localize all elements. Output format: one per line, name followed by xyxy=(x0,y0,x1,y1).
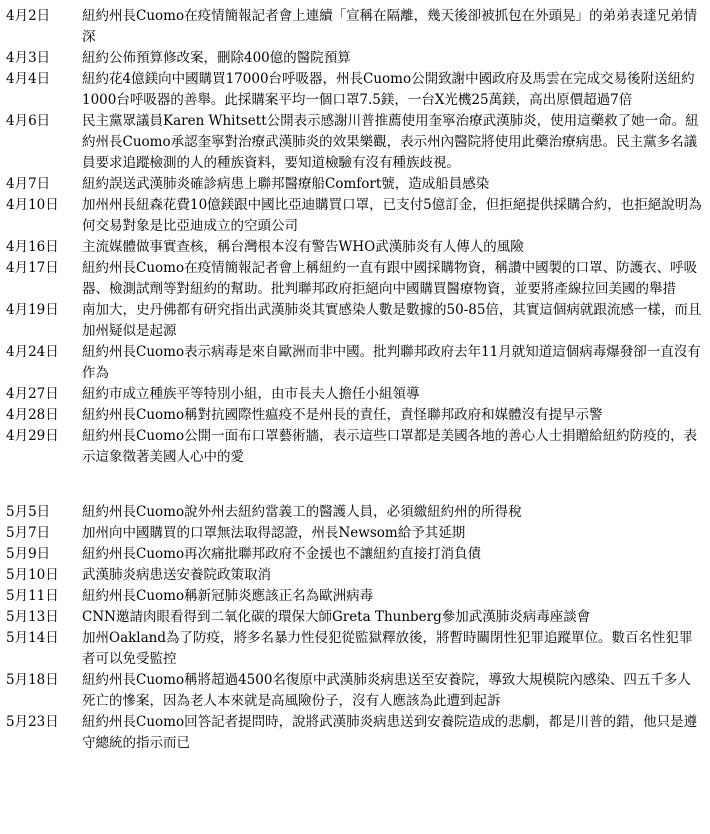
timeline-entry xyxy=(6,426,702,468)
entry-text: 紐約誤送武漢肺炎確診病患上聯邦醫療船Comfort號，造成船員感染 xyxy=(82,176,490,192)
entry-date: 4月19日 xyxy=(6,302,59,318)
entry-text: CNN邀請肉眼看得到二氧化碳的環保大師Greta Thunberg參加武漢肺炎病毒座談會 xyxy=(82,609,591,625)
entry-date: 4月6日 xyxy=(6,113,51,129)
entry-date: 4月7日 xyxy=(6,176,51,192)
entry-date: 5月18日 xyxy=(6,672,59,688)
entry-text: 加州向中國購買的口罩無法取得認證，州長Newsom給予其延期 xyxy=(82,525,466,541)
timeline-entry xyxy=(6,48,702,69)
timeline-entry xyxy=(6,384,702,405)
timeline-entry xyxy=(6,523,702,544)
entry-text: 紐約州長Cuomo再次痛批聯邦政府不金援也不讓紐約直接打消負債 xyxy=(82,546,482,562)
entry-text: 紐約州長Cuomo在疫情簡報記者會上連續「宣稱在隔離，幾天後卻被抓包在外頭晃」的弟弟表達兄弟情深 xyxy=(82,8,698,45)
timeline-section-april xyxy=(6,6,702,468)
entry-text: 紐約公佈預算修改案，刪除400億的醫院預算 xyxy=(82,50,351,66)
entry-date: 4月16日 xyxy=(6,239,59,255)
entry-text: 紐約州長Cuomo說外州去紐約當義工的醫護人員，必須繳紐約州的所得稅 xyxy=(82,504,522,520)
entry-date: 5月23日 xyxy=(6,714,59,730)
entry-text: 紐約州長Cuomo稱對抗國際性瘟疫不是州長的責任，責怪聯邦政府和媒體沒有提早示警 xyxy=(82,407,603,423)
entry-text: 紐約州長Cuomo稱新冠肺炎應該正名為歐洲病毒 xyxy=(82,588,374,604)
entry-date: 4月27日 xyxy=(6,386,59,402)
entry-date: 5月5日 xyxy=(6,504,51,520)
entry-date: 5月13日 xyxy=(6,609,59,625)
timeline-entry xyxy=(6,195,702,237)
timeline-entry xyxy=(6,628,702,670)
entry-date: 4月29日 xyxy=(6,428,59,444)
timeline-entry xyxy=(6,111,702,174)
entry-date: 4月3日 xyxy=(6,50,51,66)
timeline-entry xyxy=(6,670,702,712)
section-gap xyxy=(6,468,702,502)
timeline-entry xyxy=(6,712,702,754)
timeline-entry xyxy=(6,405,702,426)
timeline-entry xyxy=(6,237,702,258)
entry-date: 4月4日 xyxy=(6,71,51,87)
entry-text: 主流媒體做事實查核，稱台灣根本沒有警告WHO武漢肺炎有人傳人的風險 xyxy=(82,239,524,255)
entry-date: 4月24日 xyxy=(6,344,59,360)
timeline-entry xyxy=(6,607,702,628)
entry-text: 紐約州長Cuomo回答記者提問時，說將武漢肺炎病患送到安養院造成的悲劇，都是川普的錯，他只是遵守總統的指示而已 xyxy=(82,714,698,751)
timeline-entry xyxy=(6,258,702,300)
entry-text: 武漢肺炎病患送安養院政策取消 xyxy=(82,567,271,583)
timeline-entry xyxy=(6,300,702,342)
entry-text: 紐約州長Cuomo表示病毒是來自歐洲而非中國。批判聯邦政府去年11月就知道這個病毒爆發卻一直沒有作為 xyxy=(82,344,701,381)
entry-date: 4月17日 xyxy=(6,260,59,276)
entry-text: 加州州長紐森花費10億鎂跟中國比亞迪購買口罩，已支付5億訂金，但拒絕提供採購合約，也拒絕說明為何交易對象是比亞迪成立的空頭公司 xyxy=(82,197,702,234)
timeline-entry xyxy=(6,69,702,111)
entry-date: 5月9日 xyxy=(6,546,51,562)
entry-date: 5月10日 xyxy=(6,567,59,583)
entry-text: 紐約州長Cuomo公開一面布口罩藝術牆，表示這些口罩都是美國各地的善心人士捐贈給紐約防疫的，表示這象徵著美國人心中的愛 xyxy=(82,428,698,465)
entry-date: 5月7日 xyxy=(6,525,51,541)
entry-text: 紐約州長Cuomo在疫情簡報記者會上稱紐約一直有跟中國採購物資，稱讚中國製的口罩、防護衣、呼吸器、檢測試劑等對紐約的幫助。批判聯邦政府拒絕向中國購買醫療物資，並要將產線拉回美國的舉措 xyxy=(82,260,698,297)
entry-text: 紐約市成立種族平等特別小組，由市長夫人擔任小組領導 xyxy=(82,386,420,402)
timeline-entry xyxy=(6,565,702,586)
timeline-entry xyxy=(6,586,702,607)
entry-date: 4月2日 xyxy=(6,8,51,24)
entry-text: 南加大，史丹佛都有研究指出武漢肺炎其實感染人數是數據的50-85倍，其實這個病就跟流感一樣，而且加州疑似是起源 xyxy=(82,302,702,339)
timeline-entry xyxy=(6,342,702,384)
timeline-section-may xyxy=(6,502,702,754)
entry-text: 紐約州長Cuomo稱將超過4500名復原中武漢肺炎病患送至安養院，導致大規模院內感染、四五千多人死亡的慘案，因為老人本來就是高風險份子，沒有人應該為此遭到起訴 xyxy=(82,672,691,709)
entry-date: 4月28日 xyxy=(6,407,59,423)
timeline-entry xyxy=(6,174,702,195)
entry-date: 5月11日 xyxy=(6,588,59,604)
entry-date: 4月10日 xyxy=(6,197,59,213)
timeline-entry xyxy=(6,502,702,523)
entry-text: 加州Oakland為了防疫，將多名暴力性侵犯從監獄釋放後，將暫時關閉性犯罪追蹤單位。數百名性犯罪者可以免受監控 xyxy=(82,630,693,667)
entry-date: 5月14日 xyxy=(6,630,59,646)
timeline-entry xyxy=(6,544,702,565)
timeline-entry xyxy=(6,6,702,48)
entry-text: 民主黨眾議員Karen Whitsett公開表示感謝川普推薦使用奎寧治療武漢肺炎，使用這藥救了她一命。紐約州長Cuomo承認奎寧對治療武漢肺炎的效果樂觀，表示州內醫院將使用此藥治療病患。民主黨多名議員要求追蹤檢測的人的種族資料，要知道檢驗有沒有種族歧視。 xyxy=(82,113,699,171)
entry-text: 紐約花4億鎂向中國購買17000台呼吸器，州長Cuomo公開致謝中國政府及馬雲在完成交易後附送紐約1000台呼吸器的善舉。此採購案平均一個口罩7.5鎂，一台X光機25萬鎂，高出原價超過7倍 xyxy=(82,71,695,108)
